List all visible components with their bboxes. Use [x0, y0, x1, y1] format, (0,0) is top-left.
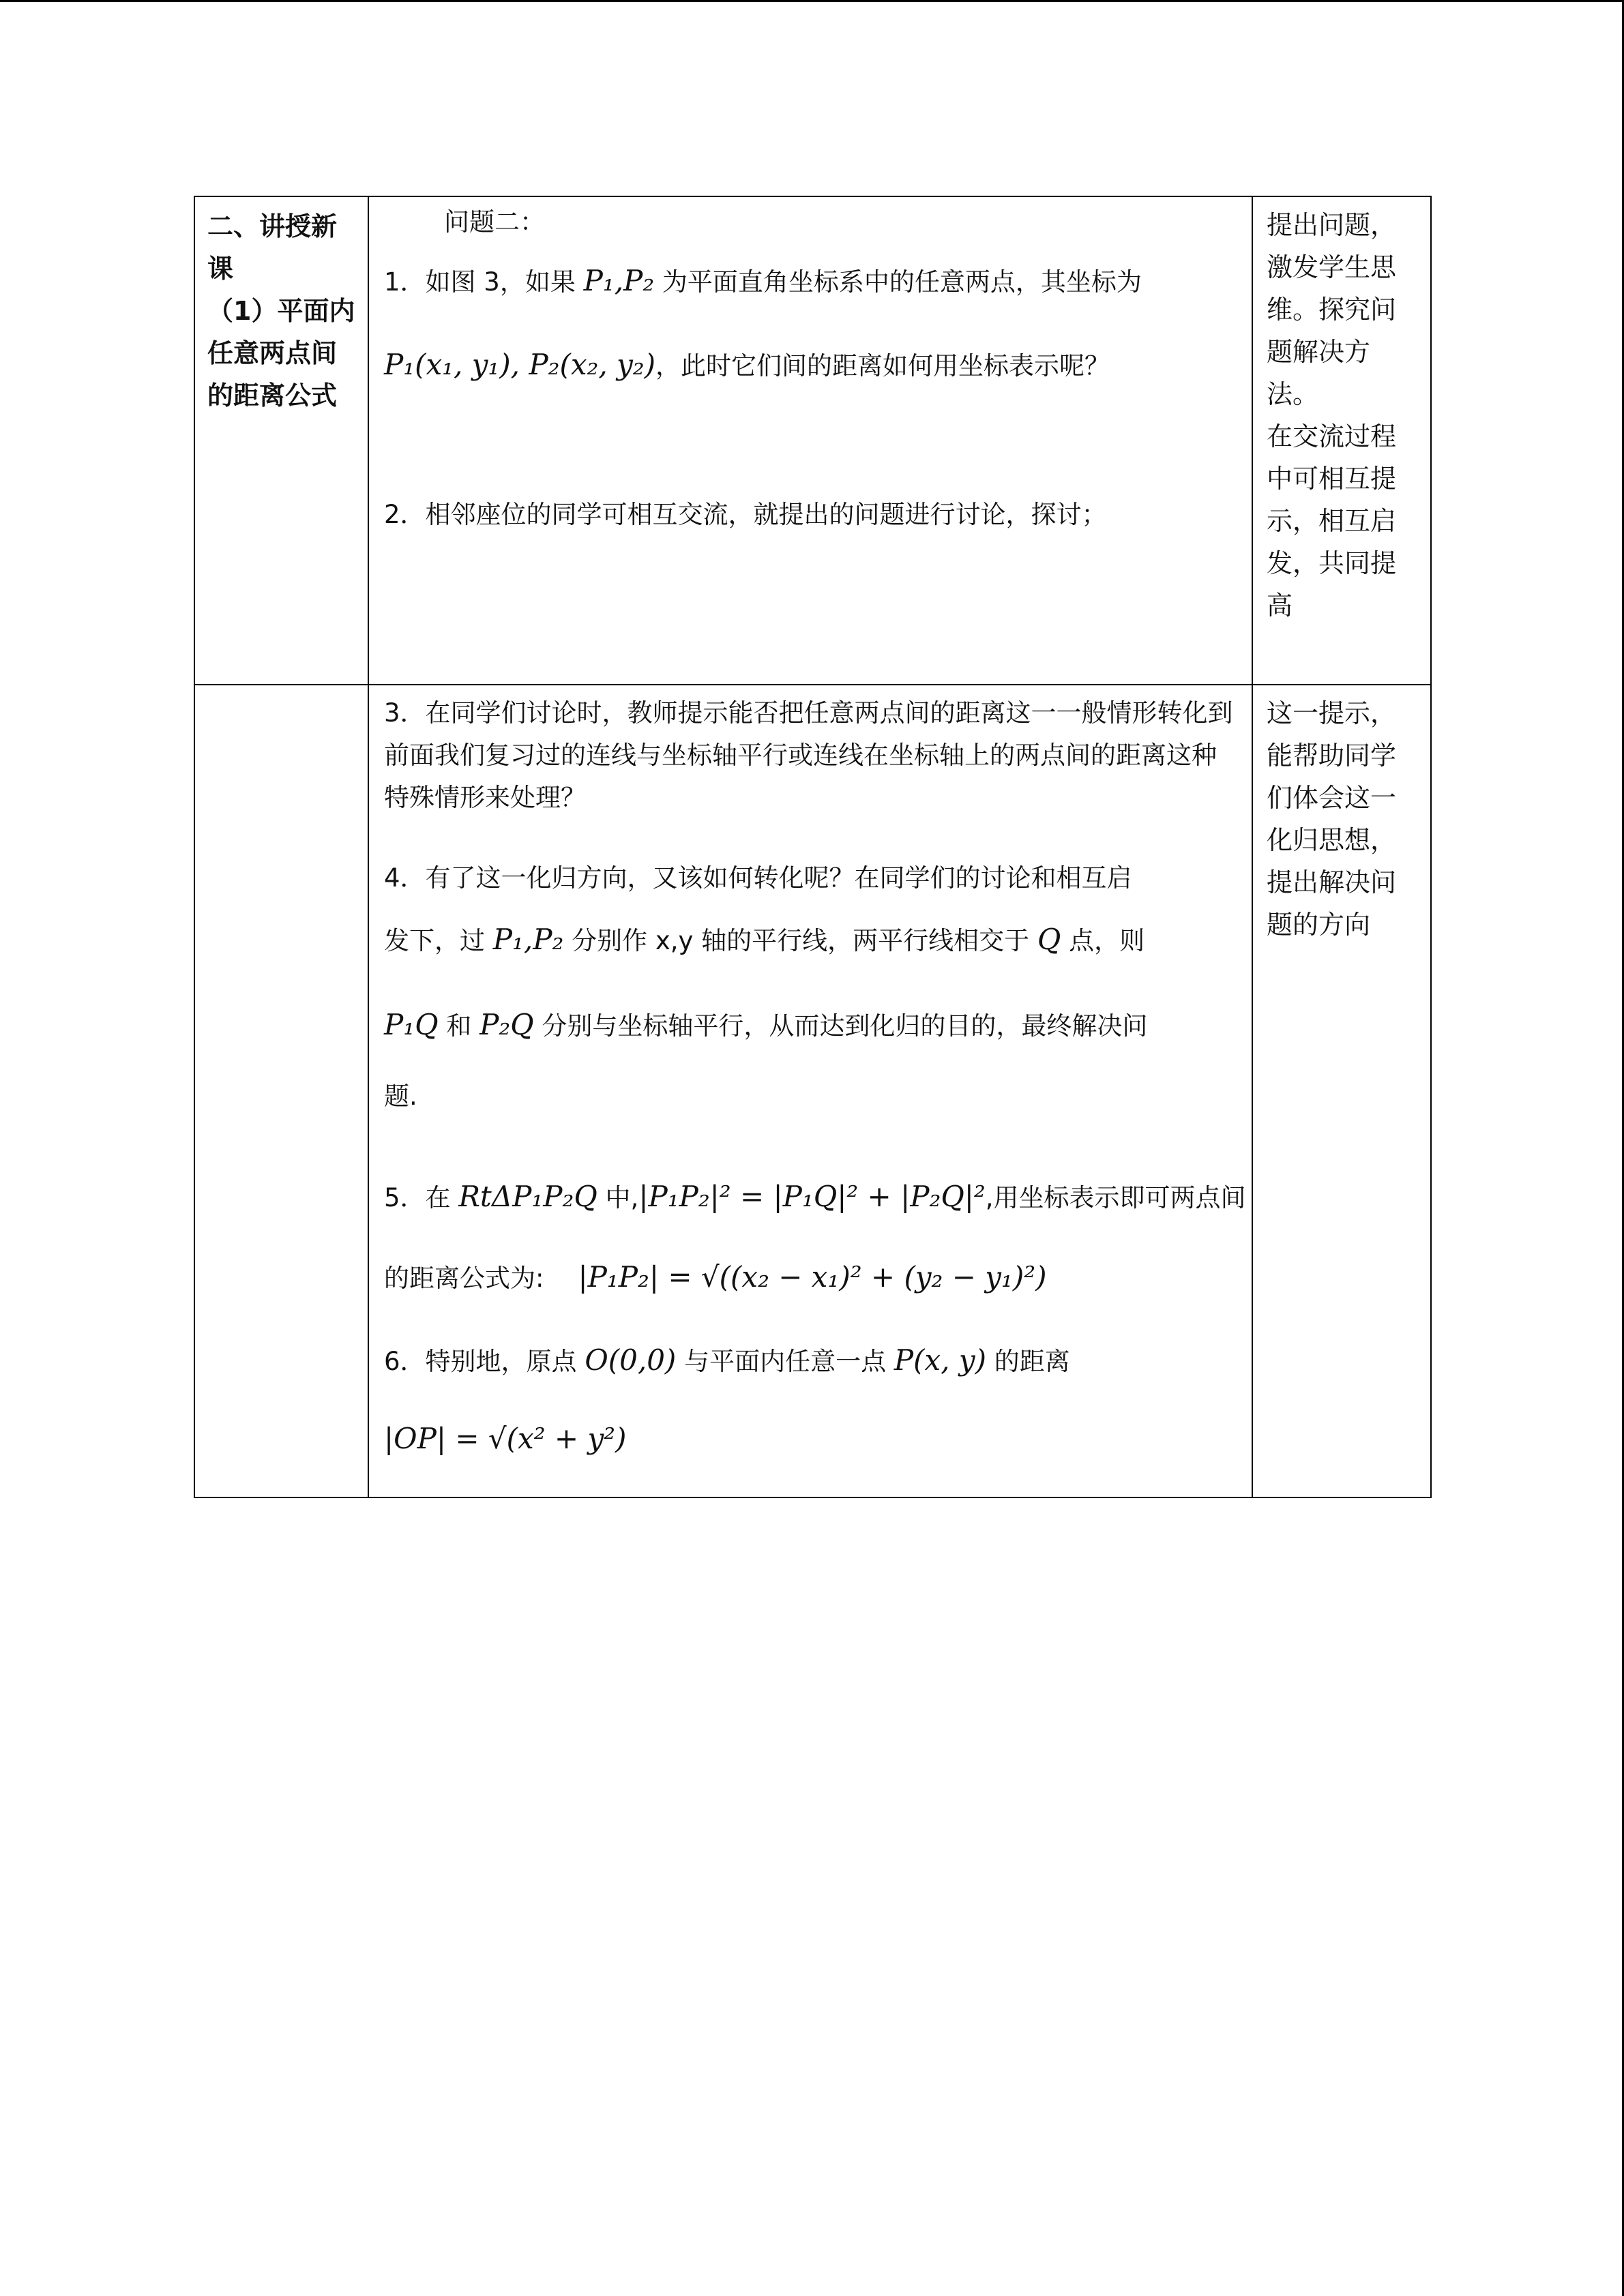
paragraph-4-line-2 — [384, 921, 1145, 960]
math-expression: P₁,P₂ — [583, 264, 655, 297]
text: 分别与坐标轴平行，从而达到化归的目的，最终解决问 — [533, 1011, 1148, 1041]
math-expression: |OP| = √(x² + y²) — [384, 1422, 627, 1455]
text: 5．在 — [384, 1183, 459, 1212]
question-1-line-1 — [384, 262, 1142, 301]
math-expression: Q — [1037, 923, 1061, 956]
text: 分别作 x,y 轴的平行线，两平行线相交于 — [563, 926, 1037, 955]
paragraph-3 — [384, 692, 1237, 819]
math-expression: RtΔP₁P₂Q — [458, 1180, 597, 1213]
section-heading-cell — [194, 685, 368, 1497]
math-expression: |P₁P₂| = √((x₂ − x₁)² + (y₂ − y₁)²) — [578, 1260, 1047, 1294]
text: 为平面直角坐标系中的任意两点，其坐标为 — [654, 267, 1142, 297]
paragraph-4-line-4: 题. — [384, 1082, 417, 1111]
math-expression: P₁(x₁, y₁), P₂(x₂, y₂) — [384, 348, 656, 381]
math-expression: P(x, y) — [894, 1343, 986, 1377]
question-1-line-2 — [384, 346, 1110, 385]
text: 的距离 — [986, 1347, 1070, 1376]
text: 6．特别地，原点 — [384, 1347, 585, 1376]
text: 1．如图 3，如果 — [384, 267, 584, 297]
teaching-intent-cell — [1252, 685, 1431, 1497]
teaching-intent-note: 这一提示，能帮助同学们体会这一化归思想，提出解决问题的方向 — [1267, 698, 1397, 940]
paragraph-4-line-1: 4．有了这一化归方向，又该如何转化呢？在同学们的讨论和相互启 — [384, 863, 1132, 893]
text: 与平面内任意一点 — [676, 1347, 894, 1376]
math-expression: P₂Q — [479, 1008, 534, 1041]
text: 的距离公式为: — [384, 1264, 544, 1293]
math-expression: P₁,P₂ — [492, 923, 564, 956]
paragraph-6-line-1 — [384, 1340, 1070, 1382]
paragraph-5-line-2 — [384, 1257, 1046, 1299]
text: 点，则 — [1061, 926, 1145, 955]
paragraph-3-text: 3．在同学们讨论时，教师提示能否把任意两点间的距离这一一般情形转化到前面我们复习过的连线与坐标轴平行或连线在坐标轴上的两点间的距离这种特殊情形来处理？ — [384, 698, 1233, 812]
section-heading: 二、讲授新课 （1）平面内任意两点间的距离公式 — [207, 211, 355, 411]
math-expression: |P₁P₂|² = |P₁Q|² + |P₂Q|² — [638, 1180, 986, 1213]
question-title: 问题二： — [444, 207, 545, 237]
section-heading-cell — [194, 196, 368, 685]
table-row — [194, 685, 1431, 1497]
text: 发下，过 — [384, 926, 493, 955]
text: ，此时它们间的距离如何用坐标表示呢？ — [655, 351, 1110, 381]
text: 和 — [438, 1011, 480, 1041]
text: ,用坐标表示即可两点间 — [985, 1183, 1246, 1212]
lesson-plan-table — [194, 196, 1432, 1498]
question-2: 2．相邻座位的同学可相互交流，就提出的问题进行讨论，探讨； — [384, 500, 1107, 529]
math-expression: O(0,0) — [585, 1343, 677, 1377]
math-expression: P₁Q — [384, 1008, 439, 1041]
table-row — [194, 196, 1431, 685]
teaching-content-cell — [368, 196, 1252, 685]
paragraph-5-line-1 — [384, 1176, 1246, 1219]
paragraph-6-line-2 — [384, 1418, 626, 1461]
teaching-intent-cell — [1252, 196, 1431, 685]
paragraph-4-line-3 — [384, 1006, 1147, 1045]
page-top-border — [0, 0, 1624, 2]
teaching-content-cell — [368, 685, 1252, 1497]
section-heading — [195, 685, 368, 694]
teaching-intent-note: 提出问题，激发学生思维。探究问题解决方法。 在交流过程中可相互提示，相互启发，共同提高 — [1267, 210, 1397, 621]
text: 中, — [597, 1183, 639, 1212]
